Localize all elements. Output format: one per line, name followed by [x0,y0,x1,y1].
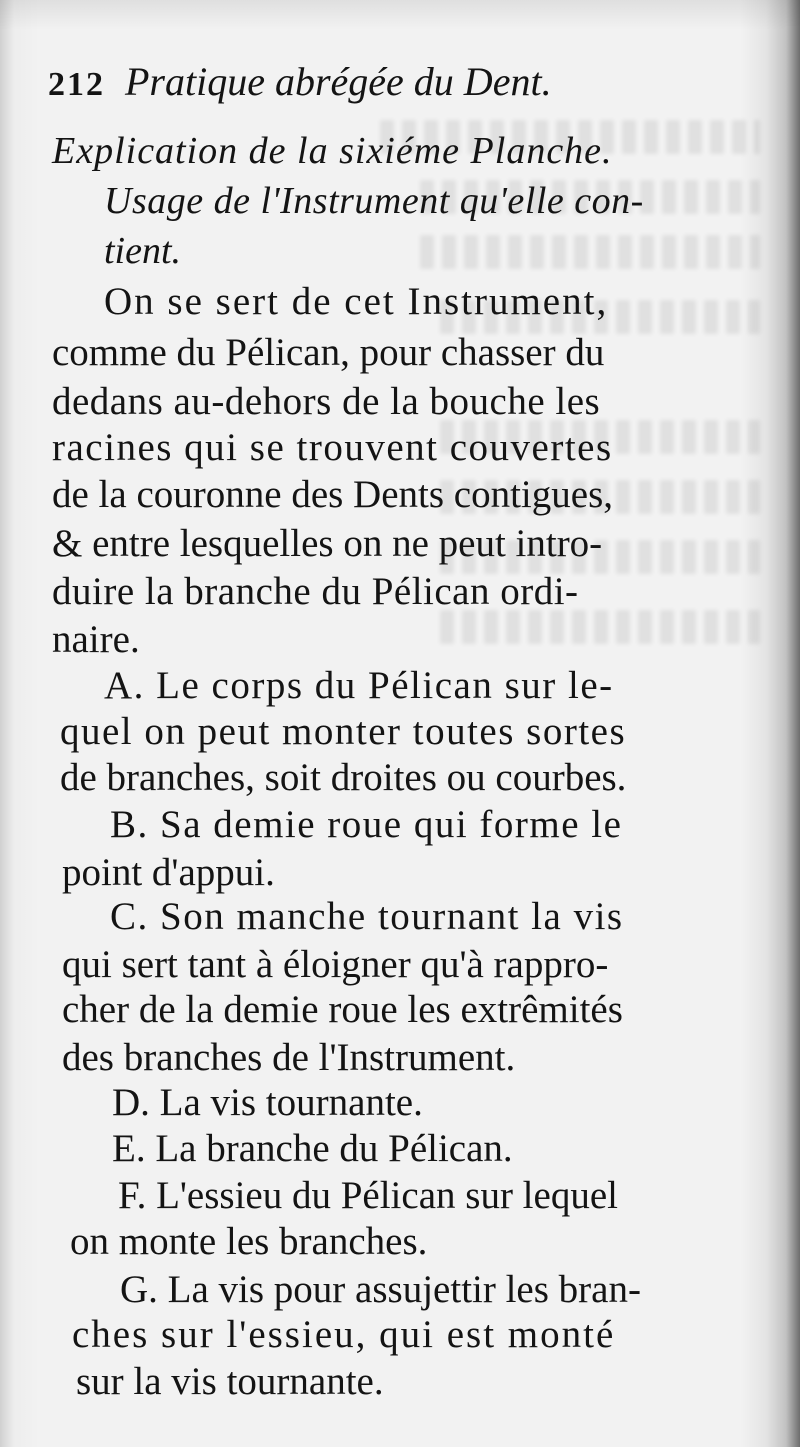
section-subtitle-line-2: tient. [104,230,182,272]
body-line: & entre lesquelles on ne peut intro- [52,522,603,565]
page-number: 212 [48,66,105,103]
body-line: de branches, soit droites ou courbes. [60,756,627,799]
body-line: dedans au-dehors de la bouche les [52,380,601,423]
body-line: comme du Pélican, pour chasser du [52,331,605,374]
running-header [48,59,552,104]
legend-item-d: D. La vis tournante. [112,1081,423,1124]
body-line: de la couronne des Dents contigues, [52,473,614,516]
body-line: On se sert de cet Instrument, [104,280,609,323]
legend-item-f: F. L'essieu du Pélican sur lequel [118,1174,618,1217]
legend-item-b: B. Sa demie roue qui forme le [110,803,623,846]
legend-item-g: G. La vis pour assujettir les bran- [120,1268,641,1311]
running-title: Pratique abrégée du Dent. [125,59,552,104]
body-line: sur la vis tournante. [76,1360,384,1403]
body-line: cher de la demie roue les extrêmités [62,988,623,1031]
body-line: des branches de l'Instrument. [62,1036,516,1079]
body-line: on monte les branches. [70,1220,428,1263]
body-line: ches sur l'essieu, qui est monté [72,1313,616,1356]
body-line: point d'appui. [62,851,275,894]
body-line: duire la branche du Pélican ordi- [52,570,579,613]
section-title: Explication de la sixiéme Planche. [52,130,613,172]
body-line: naire. [52,618,140,661]
legend-item-e: E. La branche du Pélican. [112,1127,513,1170]
body-line: qui sert tant à éloigner qu'à rappro- [62,943,609,986]
section-subtitle-line-1: Usage de l'Instrument qu'elle con- [104,180,644,222]
legend-item-c: C. Son manche tournant la vis [110,895,624,938]
body-line: racines qui se trouvent couvertes [52,426,613,469]
body-line: quel on peut monter toutes sortes [60,710,627,753]
legend-item-a: A. Le corps du Pélican sur le- [104,664,614,707]
